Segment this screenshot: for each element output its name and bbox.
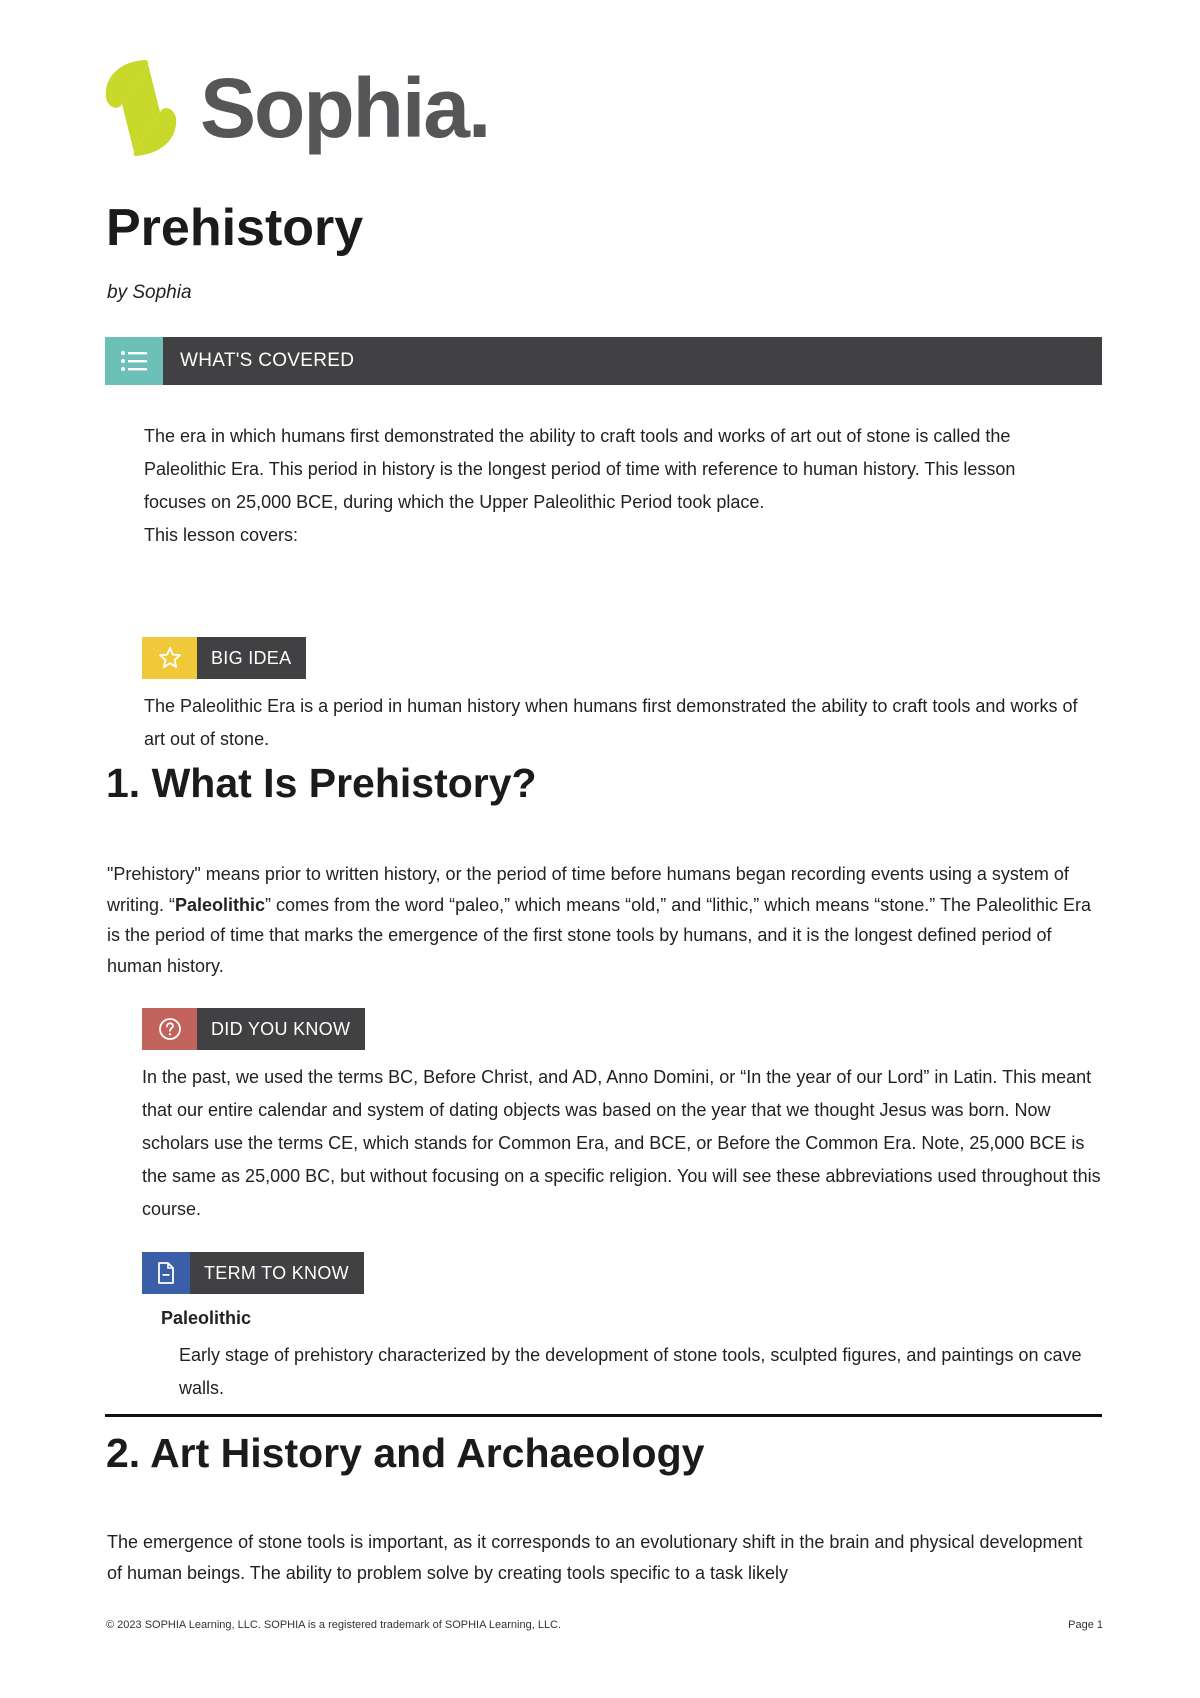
section-1-body [107,859,1102,981]
star-icon [142,637,197,679]
term-definition [179,1339,1084,1405]
whats-covered-header [105,337,1102,385]
section-2-body [107,1527,1102,1588]
did-you-know-badge [142,1008,365,1050]
big-idea-body [144,690,1084,756]
whats-covered-body [144,420,1074,552]
document-icon [142,1252,190,1294]
sophia-logo-mark-icon [104,58,178,158]
section-divider [105,1414,1102,1417]
term-title: Paleolithic [161,1308,252,1328]
footer-copyright: © 2023 SOPHIA Learning, LLC. SOPHIA is a registered trademark of SOPHIA Learning, LLC. [106,1619,562,1631]
term-definition-text: Early stage of prehistory characterized by the development of stone tools, sculpted figures, and paintings on cave walls. [179,1345,1082,1398]
big-idea-text: The Paleolithic Era is a period in human history when humans first demonstrated the ability to craft tools and works of art out of stone. [144,696,1078,749]
big-idea-label: BIG IDEA [211,647,292,668]
term-to-know-label: TERM TO KNOW [204,1262,349,1283]
list-icon [105,337,163,385]
did-you-know-text: In the past, we used the terms BC, Before Christ, and AD, Anno Domini, or “In the year of our Lord” in Latin. This meant that our entire calendar and system of dating objects was based on the year that we thought Jesus was born. Now scholars use the terms CE, which stands for Common Era, and BCE, or Before the Common Era. Note, 25,000 BCE is the same as 25,000 BC, but without focusing on a specific religion. You will see these abbreviations used throughout this course. [142,1067,1101,1219]
byline: by Sophia [107,282,192,303]
section-1-heading: 1. What Is Prehistory? [106,760,537,806]
lesson-covers-text: This lesson covers: [144,525,299,545]
section-2-paragraph: The emergence of stone tools is important, as it corresponds to an evolutionary shift in the brain and physical development of human beings. The ability to problem solve by creating tools specific to a task likely [107,1532,1083,1583]
footer-page-number: Page 1 [1068,1619,1103,1631]
logo-wordmark: Sophia. [200,60,490,155]
did-you-know-label: DID YOU KNOW [211,1018,351,1039]
page-title: Prehistory [106,199,364,257]
paleolithic-bold: Paleolithic [175,894,266,915]
whats-covered-text: The era in which humans first demonstrated the ability to craft tools and works of art out of stone is called the Paleolithic Era. This period in history is the longest period of time with reference to human history. This lesson focuses on 25,000 BCE, during which the Upper Paleolithic Period took place. [144,426,1016,512]
whats-covered-label: WHAT'S COVERED [180,350,355,371]
term-to-know-badge [142,1252,364,1294]
section-2-heading: 2. Art History and Archaeology [106,1430,705,1476]
section-1-paragraph: "Prehistory" means prior to written history, or the period of time before humans began recording events using a system of writing. “Paleolithic” comes from the word “paleo,” which means “old,” and “lithic,” which means “stone.” The Paleolithic Era is the period of time that marks the emergence of the first stone tools by humans, and it is the longest defined period of human history. [107,864,1092,976]
did-you-know-body [142,1061,1102,1226]
big-idea-badge [142,637,306,679]
sophia-logo[interactable] [104,56,489,160]
question-icon [142,1008,197,1050]
